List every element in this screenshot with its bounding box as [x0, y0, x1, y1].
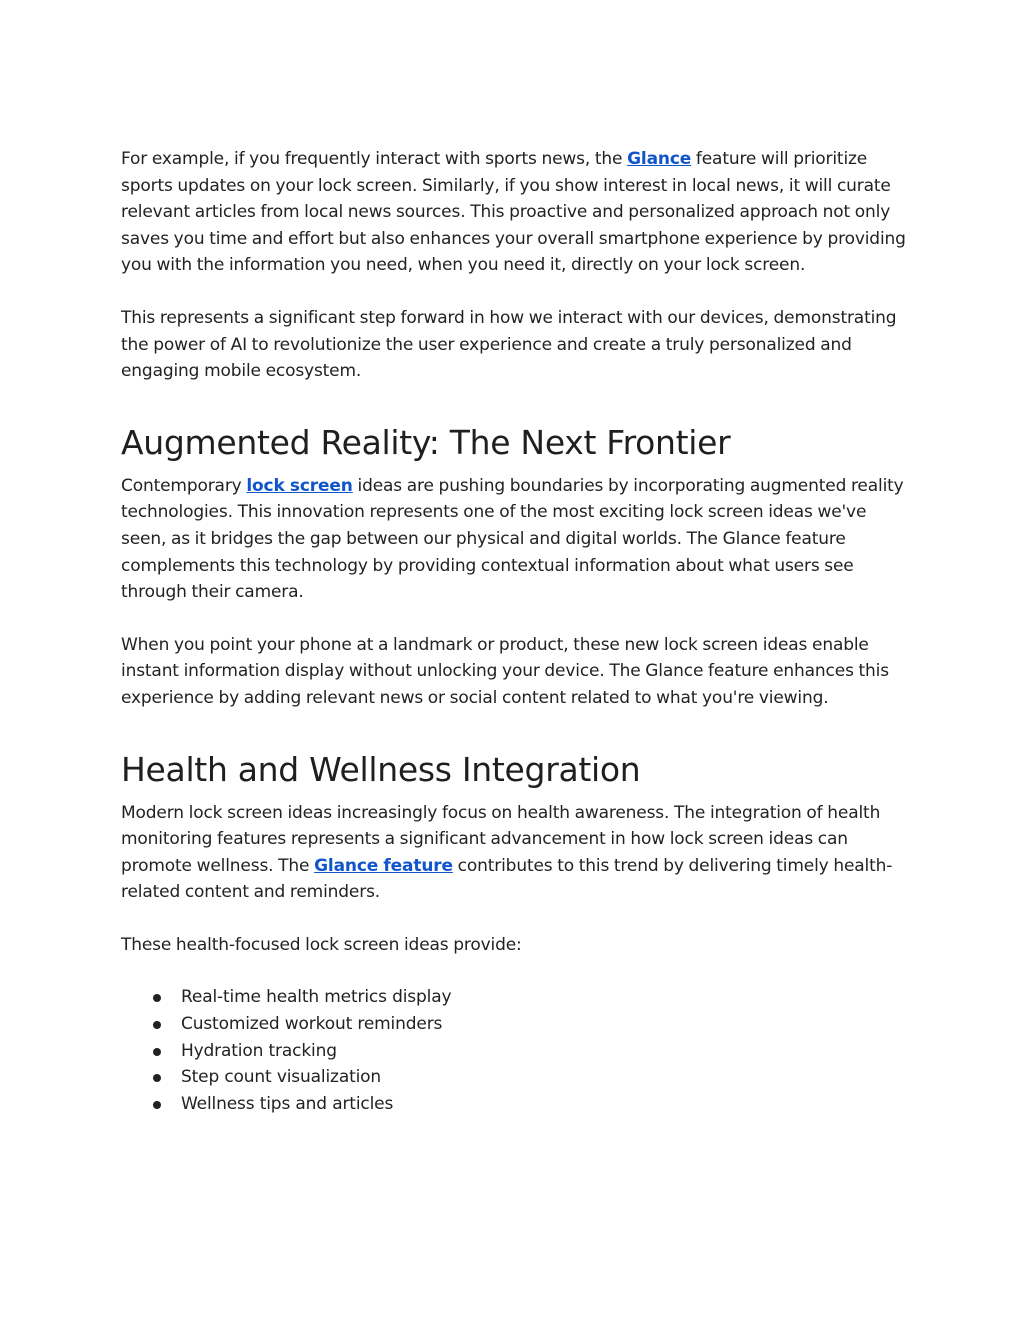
- document-page: [121, 146, 911, 1117]
- paragraph-text: ideas are pushing boundaries by incorporating augmented reality technologies. This innovation represents one of the most exciting lock screen ideas we've seen, as it bridges the gap between our physical and digital worlds. The Glance feature complements this technology by providing contextual information about what users see through their camera.: [121, 475, 904, 603]
- list-item-label: Step count visualization: [181, 1067, 382, 1088]
- bullet-icon: [153, 1021, 161, 1029]
- paragraph-text: Contemporary: [121, 475, 247, 496]
- paragraph-personalization: [121, 146, 911, 279]
- list-item: [121, 984, 911, 1011]
- health-features-list: [121, 984, 911, 1117]
- glance-feature-link[interactable]: Glance feature: [314, 855, 453, 876]
- list-item-label: Hydration tracking: [181, 1040, 337, 1061]
- list-item: [121, 1038, 911, 1065]
- heading-augmented-reality: Augmented Reality: The Next Frontier: [121, 422, 731, 462]
- bullet-icon: [153, 1074, 161, 1082]
- paragraph-ai-step-forward: This represents a significant step forward in how we interact with our devices, demonstrating the power of AI to revolutionize the user experience and create a truly personalized and engaging mobile ecosystem.: [121, 307, 897, 382]
- list-item-label: Customized workout reminders: [181, 1014, 443, 1035]
- list-item-label: Wellness tips and articles: [181, 1093, 394, 1114]
- paragraph-health-intro: These health-focused lock screen ideas provide:: [121, 934, 522, 955]
- bullet-icon: [153, 994, 161, 1002]
- heading-health-wellness: Health and Wellness Integration: [121, 749, 641, 789]
- paragraph-landmark: When you point your phone at a landmark or product, these new lock screen ideas enable instant information display without unlocking your device. The Glance feature enhances this experience by adding relevant news or social content related to what you're viewing.: [121, 634, 889, 708]
- list-item-label: Real-time health metrics display: [181, 987, 452, 1008]
- paragraph-text: contributes to this trend by delivering timely health-related content and reminders.: [121, 855, 893, 903]
- paragraph-text: feature will prioritize sports updates on your lock screen. Similarly, if you show interest in local news, it will curate relevant articles from local news sources. This proactive and personalized approach not only saves you time and effort but also enhances your overall smartphone experience by providing you with the information you need, when you need it, directly on your lock screen.: [121, 149, 906, 276]
- glance-link[interactable]: Glance: [627, 149, 692, 169]
- list-item: [121, 1064, 911, 1091]
- paragraph-text: Modern lock screen ideas increasingly focus on health awareness. The integration of health monitoring features represents a significant advancement in how lock screen ideas can promote wellness. The: [121, 802, 881, 876]
- paragraph-text: For example, if you frequently interact with sports news, the: [121, 149, 628, 169]
- paragraph-health-awareness: [121, 800, 911, 906]
- lock-screen-link[interactable]: lock screen: [246, 475, 353, 496]
- bullet-icon: [153, 1101, 161, 1109]
- list-item: [121, 1011, 911, 1038]
- bullet-icon: [153, 1048, 161, 1056]
- paragraph-ar-ideas: [121, 473, 911, 606]
- list-item: [121, 1091, 911, 1118]
